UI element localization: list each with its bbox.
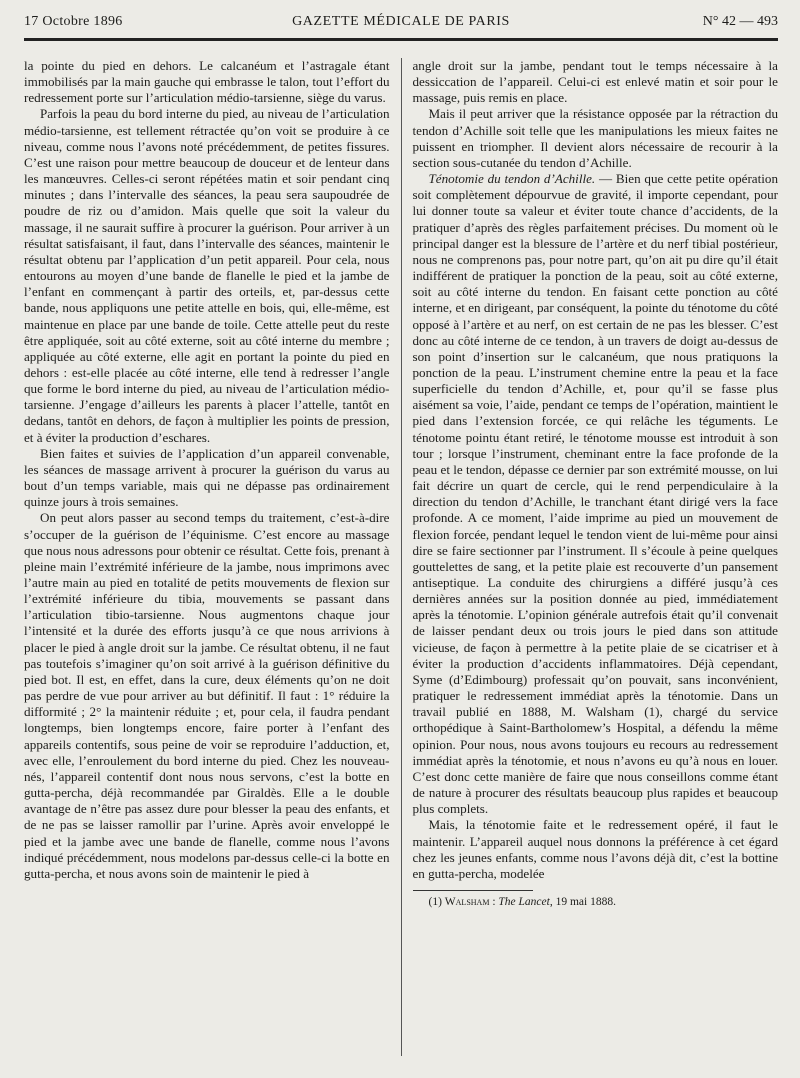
- paragraph: la pointe du pied en dehors. Le calcanéum et l’astragale étant immobilisés par la main gauche qui embrasse le talon, tout l’effort du redressement porte sur l’articulation médio-tarsienne, siège du varus.: [24, 58, 390, 106]
- footnote: [413, 895, 779, 909]
- paragraph: Mais il peut arriver que la résistance opposée par la rétraction du tendon d’Achille soit telle que les manipulations les mieux faites ne puissent en triompher. Il devient alors nécessaire de recourir à la section sous-cutanée du tendon d’Achille.: [412, 106, 778, 170]
- issue-date: 17 Octobre 1896: [24, 14, 123, 29]
- paragraph: Bien faites et suivies de l’application d’un appareil convenable, les séances de massage arrivent à procurer la guérison du varus au bout d’un temps variable, mais qui ne dépasse pas ordinairement quinze jours à trois semaines.: [24, 445, 390, 510]
- paragraph-text: — Bien que cette petite opération soit complètement dépourvue de gravité, il importe cependant, pour lui donner toute sa valeur et éviter toute chance d’accidents, de la pratiquer d’après des règles parfaitement précises. Du moment où le principal danger est la blessure de l’artère et du nerf tibial postérieur, nous ne comprenons pas, pour notre part, qu’on ait pu dire qu’il était indifférent de pratiquer la ponction de la peau, soit au côté externe, soit au côté interne du tendon. En faisant cette ponction au côté interne, et en dirigeant, par conséquent, la pointe du ténotome du côté opposé à l’artère et au nerf, on est certain de ne pas les blesser. C’est donc au côté interne de ce tendon, à un travers de doigt au-dessus de son point d’insertion sur le calcanéum, que nous pratiquons la ponction de la peau. L’instrument chemine entre la peau et la face superficielle du tendon d’Achille, et, pour qu’il se fasse plus aisément sa voie, l’aide, pendant ce temps de l’opération, maintient le pied dans l’extension forcée, ce qui relâche les téguments. Le ténotome pointu étant retiré, le ténotome mousse est introduit à son tour ; lorsque l’instrument, cheminant entre la face profonde de la peau et le tendon, dépasse ce dernier par son extrémité mousse, on lui fait décrire un quart de cercle, qui le rend perpendiculaire à la direction du tendon d’Achille, le tranchant étant dirigé vers la face profonde. A ce moment, l’aide imprime au pied un mouvement de flexion forcée, pendant lequel le tendon vient de lui-même pour ainsi dire se faire sectionner par l’instrument. Il s’écoule à peine quelques gouttelettes de sang, et la petite plaie est recouverte d’un pansement antiseptique. La conduite des chirurgiens a différé jusqu’à ces dernières années sur la position donnée au pied, immédiatement après la ténotomie. L’opinion générale autrefois était qu’il convenait de laisser pendant deux ou trois jours le pied dans son attitude vicieuse, de façon à permettre à la petite plaie de se cicatriser et à éviter la production d’accidents inflammatoires. Déjà cependant, Syme (d’Edimbourg) professait qu’on pouvait, sans inconvénient, pratiquer le redressement immédiat après la ténotomie. Dans un travail publié en 1888, M. Walsham (1), chargé du service orthopédique à Saint-Bartholomew’s Hospital, a défendu la même opinion. Pour nous, nous avons toujours eu recours au redressement immédiat après la ténotomie, et nous n’avons eu qu’à nous en louer. C’est donc cette manière de faire que nous conseillons comme étant de nature à procurer des résultats beaucoup plus rapides et beaucoup plus complets.: [412, 171, 778, 817]
- paragraph-tenotomie: [413, 171, 779, 817]
- left-column: [24, 58, 401, 1056]
- footnote-author: Walsham: [444, 895, 490, 908]
- footnote-separator: :: [489, 895, 499, 908]
- paragraph: Mais, la ténotomie faite et le redressement opéré, il faut le maintenir. L’appareil auquel nous donnons la préférence à cet égard chez les jeunes enfants, comme nous l’avons déjà dit, c’est la bottine en gutta-percha, modelée: [412, 817, 778, 881]
- footnote-source: The Lancet: [498, 895, 550, 908]
- footnote-date: , 19 mai 1888.: [549, 895, 616, 908]
- section-heading: Ténotomie du tendon d’Achille.: [428, 171, 596, 187]
- footnote-marker: (1): [428, 895, 442, 908]
- journal-title: GAZETTE MÉDICALE DE PARIS: [292, 14, 510, 29]
- running-head: [24, 14, 778, 34]
- article-body: [24, 58, 778, 1056]
- header-rule: [24, 38, 778, 41]
- right-column: [401, 58, 779, 1056]
- page-number: N° 42 — 493: [702, 14, 778, 29]
- paragraph: On peut alors passer au second temps du traitement, c’est-à-dire s’occuper de la guérison de l’équinisme. C’est encore au massage que nous nous adressons pour obtenir ce résultat. Cette fois, prenant à pleine main l’extrémité inférieure de la jambe, nous imprimons avec l’autre main au pied en totalité de petits mouvements de flexion sur l’extrémité inférieure du tibia, mouvements se passant dans l’articulation tibio-tarsienne. Nous augmentons chaque jour l’intensité et la durée des efforts jusqu’à ce que nous arrivions à placer le pied à angle droit sur la jambe. Ce résultat obtenu, il ne faut pas toutefois s’imaginer qu’on soit arrivé à la guérison définitive du pied bot. Il est, en effet, dans la cure, deux éléments qu’on ne doit pas perdre de vue pour arriver au but définitif. Il faut : 1° réduire la difformité ; 2° la maintenir réduite ; et, pour cela, il faudra pendant longtemps, bien longtemps encore, faire porter à l’enfant des appareils contentifs, sous peine de voir se reproduire l’adduction, et, avec elle, l’enroulement du bord interne du pied. Chez les nouveau-nés, l’appareil contentif dont nous nous servons, c’est la botte en gutta-percha, déjà recommandée par Giraldès. Elle a le double avantage de n’être pas assez dure pour blesser la peau des enfants, et de ne pas se laisser ramollir par l’urine. Après avoir enveloppé le pied et la jambe avec une bande de flanelle, comme nous l’avons indiqué précédemment, nous modelons par-dessus celle-ci la botte en gutta-percha, et nous avons soin de maintenir le pied à: [24, 510, 390, 881]
- paragraph: angle droit sur la jambe, pendant tout le temps nécessaire à la dessiccation de l’appareil. Celui-ci est enlevé matin et soir pour le massage, puis remis en place.: [412, 58, 778, 106]
- paragraph: Parfois la peau du bord interne du pied, au niveau de l’articulation médio-tarsienne, est tellement rétractée qu’on voit se produire à ce niveau, comme nous l’avons noté précédemment, de petites fissures. C’est une raison pour mettre beaucoup de douceur et de lenteur dans les manœuvres. Celles-ci seront répétées matin et soir pendant cinq minutes ; dans l’intervalle des séances, la peau sera saupoudrée de poudre de riz ou d’amidon. Mais quelle que soit la valeur du massage, il ne saurait suffire à procurer la guérison. Pour arriver à un résultat satisfaisant, il faut, dans l’intervalle des séances, maintenir le résultat obtenu par l’application d’un petit appareil. Pour cela, nous entourons au moyen d’une bande de flanelle le pied et la jambe de l’enfant en commençant à partir des orteils, et, par-dessus cette bande, nous appliquons une petite attelle en bois, qui, elle-même, est maintenue en place par une bande de toile. Cette attelle peut du reste être appliquée, soit au côté externe, soit au côté interne du membre ; appliquée au côté externe, elle agit en portant la pointe du pied en dehors : est-elle placée au côté interne, elle tend à redresser l’angle que forme le bord interne du pied, au niveau de l’articulation médio-tarsienne. J’engage d’ailleurs les parents à placer l’attelle, tantôt en dedans, tantôt en dehors, de façon à multiplier les points de pression, et à éviter la production d’eschares.: [24, 106, 390, 445]
- footnote-rule: [413, 890, 533, 891]
